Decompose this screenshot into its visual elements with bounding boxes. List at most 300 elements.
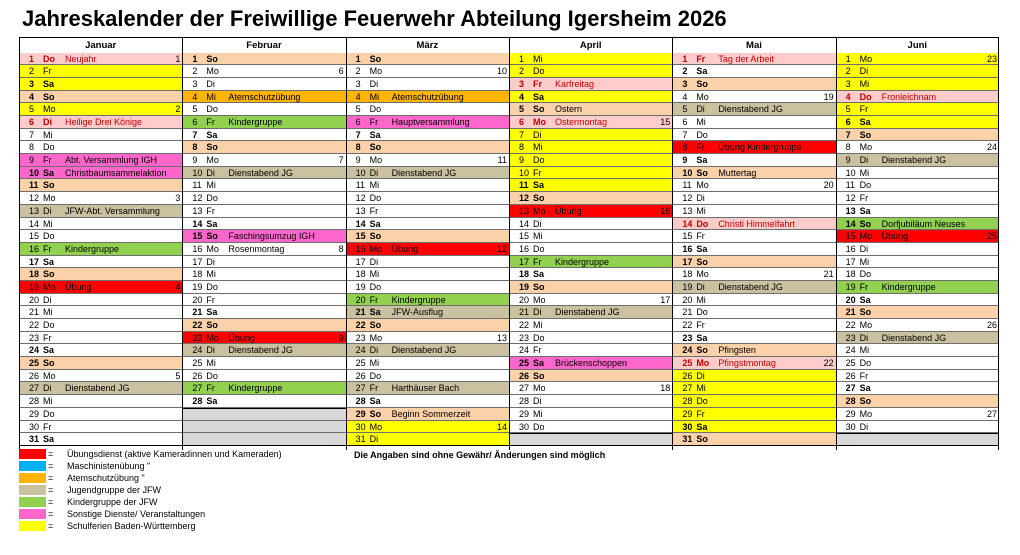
day-row (346, 103, 509, 116)
day-number: 26 (29, 370, 40, 381)
day-row (509, 243, 672, 256)
weekday: Fr (369, 205, 379, 216)
weekday: So (532, 370, 545, 381)
weekday: Do (206, 193, 218, 204)
day-number: 26 (845, 370, 856, 381)
weekday: Do (532, 155, 545, 166)
day-number: 27 (355, 383, 366, 394)
grid-line (182, 37, 183, 450)
weekday: Mo (859, 53, 873, 64)
event-text: Übung (228, 332, 255, 343)
day-row (672, 306, 835, 319)
event-text: Dienstabend JG (881, 332, 947, 343)
day-row (672, 382, 835, 395)
grid-line (998, 37, 999, 450)
day-row (19, 103, 182, 116)
day-number: 3 (29, 78, 35, 89)
weekday: Mi (43, 396, 53, 407)
day-number: 30 (518, 421, 529, 432)
event-text: Übung (65, 281, 92, 292)
day-row (346, 78, 509, 91)
weekday: Di (696, 193, 705, 204)
day-number: 7 (682, 129, 688, 140)
day-row (346, 230, 509, 243)
weekday: Mi (696, 117, 706, 128)
day-row (19, 65, 182, 78)
day-row (182, 167, 345, 180)
day-row (672, 421, 835, 434)
day-row (509, 281, 672, 294)
day-number: 12 (682, 193, 693, 204)
day-row (672, 319, 835, 332)
weekday: Sa (859, 294, 871, 305)
weekday: Do (859, 180, 872, 191)
weekday: Do (859, 91, 872, 102)
day-row (182, 332, 345, 345)
day-number: 20 (192, 294, 203, 305)
day-row (19, 433, 182, 446)
day-row (836, 129, 999, 142)
day-number: 29 (29, 408, 40, 419)
day-number: 1 (29, 53, 35, 64)
weekday: So (206, 231, 218, 242)
day-number: 7 (29, 129, 35, 140)
week-number: 21 (823, 269, 834, 280)
day-number: 18 (845, 269, 856, 280)
event-text: Dienstabend JG (65, 383, 130, 394)
weekday: Sa (859, 117, 871, 128)
day-number: 18 (192, 269, 203, 280)
weekday: Mo (369, 243, 383, 254)
event-text: Dienstabend JG (228, 345, 293, 356)
weekday: Fr (206, 383, 215, 394)
weekday: Do (696, 307, 708, 318)
day-row (182, 154, 345, 167)
week-number: 12 (496, 243, 507, 254)
weekday: Di (532, 396, 542, 407)
weekday: Do (532, 332, 545, 343)
weekday: Di (369, 167, 379, 178)
day-row (182, 256, 345, 269)
day-row (509, 192, 672, 205)
day-row (836, 294, 999, 307)
day-number: 14 (29, 218, 40, 229)
day-row (836, 91, 999, 104)
day-row (836, 179, 999, 192)
day-row (346, 344, 509, 357)
day-row (509, 78, 672, 91)
day-number: 13 (355, 205, 366, 216)
weekday: Di (532, 129, 542, 140)
day-number: 22 (845, 320, 856, 331)
day-row (672, 256, 835, 269)
empty-row (182, 421, 345, 434)
week-number: 9 (338, 332, 344, 343)
month-header: Januar (19, 37, 182, 53)
legend-swatch (19, 473, 46, 483)
day-row (182, 281, 345, 294)
weekday: Di (859, 155, 869, 166)
day-number: 13 (845, 205, 856, 216)
day-number: 6 (29, 117, 35, 128)
day-number: 16 (518, 243, 529, 254)
weekday: Fr (532, 78, 542, 89)
day-number: 15 (29, 231, 40, 242)
weekday: Di (859, 243, 869, 254)
week-number: 3 (175, 193, 181, 204)
day-row (182, 179, 345, 192)
weekday: Do (696, 129, 708, 140)
weekday: So (206, 142, 218, 153)
day-row (19, 370, 182, 383)
weekday: Mi (43, 129, 53, 140)
weekday: Mi (696, 294, 706, 305)
weekday: Mi (859, 256, 870, 267)
day-row (182, 382, 345, 395)
weekday: Mi (206, 269, 216, 280)
day-number: 16 (355, 243, 366, 254)
weekday: Do (206, 370, 218, 381)
day-number: 22 (355, 320, 366, 331)
day-number: 28 (682, 396, 693, 407)
legend-label: Übungsdienst (aktive Kameradinnen und Kameraden) (67, 449, 282, 459)
day-row (19, 332, 182, 345)
weekday: Fr (532, 167, 542, 178)
event-text: JFW-Ausflug (391, 307, 444, 318)
day-number: 18 (29, 269, 40, 280)
legend-swatch (19, 497, 46, 507)
weekday: Mo (369, 66, 383, 77)
weekday: Mo (859, 320, 873, 331)
event-text: Dienstabend JG (391, 345, 457, 356)
day-number: 27 (518, 383, 529, 394)
day-row (836, 192, 999, 205)
day-row (19, 205, 182, 218)
event-text: Übung (554, 205, 582, 216)
month-column-1 (19, 37, 182, 450)
day-number: 17 (29, 256, 40, 267)
day-row (19, 421, 182, 434)
day-number: 7 (355, 129, 361, 140)
weekday: Sa (43, 167, 55, 178)
day-number: 21 (192, 307, 203, 318)
day-number: 19 (192, 281, 203, 292)
day-number: 5 (518, 104, 524, 115)
day-row (836, 167, 999, 180)
day-row (509, 294, 672, 307)
weekday: So (859, 218, 872, 229)
weekday: Sa (696, 66, 708, 77)
day-row (182, 230, 345, 243)
day-row (346, 357, 509, 370)
event-text: Dienstabend JG (881, 155, 947, 166)
day-row (19, 306, 182, 319)
event-text: Fronleichnam (881, 91, 937, 102)
weekday: So (532, 193, 545, 204)
weekday: Fr (43, 332, 52, 343)
day-row (509, 154, 672, 167)
day-row (672, 281, 835, 294)
weekday: So (859, 129, 872, 140)
day-row (346, 91, 509, 104)
weekday: Do (859, 269, 872, 280)
day-row (836, 205, 999, 218)
day-number: 28 (29, 396, 40, 407)
event-text: Brückenschoppen (554, 358, 628, 369)
day-number: 1 (845, 53, 851, 64)
day-row (346, 256, 509, 269)
week-number: 24 (986, 142, 997, 153)
day-row (19, 344, 182, 357)
calendar-grid (19, 37, 999, 450)
day-number: 22 (682, 320, 693, 331)
event-text: Ostern (554, 104, 582, 115)
weekday: Do (369, 104, 382, 115)
day-row (509, 230, 672, 243)
day-row (346, 179, 509, 192)
weekday: Mi (532, 408, 543, 419)
weekday: Sa (532, 269, 544, 280)
day-number: 30 (355, 421, 366, 432)
day-number: 4 (355, 91, 361, 102)
weekday: Di (369, 434, 379, 445)
day-number: 24 (355, 345, 366, 356)
weekday: Mi (369, 358, 380, 369)
day-number: 1 (355, 53, 361, 64)
month-column-4 (509, 37, 672, 450)
weekday: Fr (369, 294, 379, 305)
day-row (19, 230, 182, 243)
day-number: 3 (192, 78, 198, 89)
weekday: Mo (532, 294, 546, 305)
weekday: Do (43, 142, 55, 153)
day-row (836, 256, 999, 269)
week-number: 25 (986, 231, 997, 242)
day-row (182, 205, 345, 218)
legend-equals: = (48, 497, 54, 507)
day-row (346, 319, 509, 332)
day-number: 9 (845, 155, 851, 166)
day-number: 27 (192, 383, 203, 394)
day-number: 3 (682, 78, 688, 89)
weekday: Fr (859, 104, 869, 115)
event-text: Dorfjubiläum Neuses (881, 218, 966, 229)
day-number: 25 (29, 358, 40, 369)
day-row (509, 306, 672, 319)
day-row (836, 103, 999, 116)
weekday: Sa (43, 256, 55, 267)
week-number: 18 (660, 383, 671, 394)
day-row (672, 332, 835, 345)
day-number: 5 (845, 104, 851, 115)
day-number: 10 (192, 167, 203, 178)
day-row (182, 306, 345, 319)
day-number: 5 (355, 104, 361, 115)
day-number: 11 (845, 180, 855, 191)
weekday: Fr (206, 205, 215, 216)
day-row (672, 116, 835, 129)
day-number: 27 (29, 383, 40, 394)
day-number: 21 (29, 307, 40, 318)
day-row (509, 382, 672, 395)
weekday: Fr (696, 320, 705, 331)
day-row (182, 344, 345, 357)
day-row (509, 395, 672, 408)
day-row (346, 205, 509, 218)
weekday: Sa (369, 307, 381, 318)
weekday: Fr (43, 243, 52, 254)
day-row (672, 141, 835, 154)
day-row (19, 129, 182, 142)
month-header: Juni (836, 37, 999, 53)
weekday: Fr (43, 421, 52, 432)
event-text: Dienstabend JG (718, 281, 783, 292)
weekday: Mi (532, 142, 543, 153)
day-row (836, 65, 999, 78)
day-number: 31 (355, 434, 366, 445)
day-number: 28 (518, 396, 529, 407)
weekday: Sa (532, 358, 544, 369)
weekday: Do (532, 66, 545, 77)
weekday: Mo (43, 281, 56, 292)
day-number: 27 (845, 383, 856, 394)
day-row (19, 256, 182, 269)
day-row (182, 319, 345, 332)
weekday: So (369, 231, 382, 242)
weekday: Sa (532, 180, 544, 191)
day-row (672, 91, 835, 104)
day-row (19, 382, 182, 395)
day-number: 10 (355, 167, 366, 178)
day-row (509, 205, 672, 218)
weekday: Sa (532, 91, 544, 102)
weekday: Di (859, 421, 869, 432)
weekday: Di (369, 78, 379, 89)
event-text: Dienstabend JG (554, 307, 620, 318)
weekday: Mo (859, 142, 873, 153)
day-number: 30 (682, 421, 693, 432)
event-text: Dienstabend JG (718, 104, 783, 115)
day-number: 11 (518, 180, 529, 191)
event-text: Kindergruppe (554, 256, 610, 267)
day-row (346, 306, 509, 319)
day-number: 16 (192, 243, 203, 254)
month-header: Mai (672, 37, 835, 53)
day-number: 8 (192, 142, 198, 153)
weekday: Do (532, 421, 545, 432)
weekday: Do (206, 104, 218, 115)
week-number: 13 (496, 332, 507, 343)
day-number: 30 (845, 421, 856, 432)
day-number: 20 (845, 294, 856, 305)
day-row (836, 78, 999, 91)
day-number: 8 (29, 142, 35, 153)
day-row (19, 53, 182, 66)
day-row (182, 395, 345, 408)
day-row (346, 116, 509, 129)
day-row (19, 268, 182, 281)
day-row (182, 78, 345, 91)
weekday: Sa (206, 396, 218, 407)
day-row (672, 205, 835, 218)
event-text: Rosenmontag (228, 243, 285, 254)
event-text: Karfreitag (554, 78, 595, 89)
week-number: 7 (338, 155, 344, 166)
event-text: Atemschutzübung (228, 91, 301, 102)
weekday: Di (206, 256, 215, 267)
weekday: Mo (532, 117, 546, 128)
day-number: 29 (845, 408, 856, 419)
weekday: Do (369, 370, 382, 381)
day-number: 19 (682, 281, 693, 292)
day-row (346, 243, 509, 256)
event-text: Kindergruppe (65, 243, 120, 254)
day-number: 9 (29, 155, 35, 166)
weekday: Do (859, 358, 872, 369)
day-number: 21 (682, 307, 693, 318)
day-number: 22 (29, 320, 40, 331)
day-row (509, 268, 672, 281)
weekday: Sa (43, 345, 55, 356)
day-number: 4 (518, 91, 524, 102)
weekday: Di (206, 167, 215, 178)
weekday: So (369, 53, 382, 64)
day-row (836, 116, 999, 129)
day-number: 2 (192, 66, 198, 77)
weekday: So (43, 269, 55, 280)
day-row (672, 179, 835, 192)
day-number: 13 (192, 205, 203, 216)
weekday: Mo (532, 205, 546, 216)
day-row (836, 218, 999, 231)
day-number: 10 (682, 167, 693, 178)
page-title: Jahreskalender der Freiwillige Feuerwehr Abteilung Igersheim 2026 (22, 6, 727, 31)
legend-equals: = (48, 449, 54, 459)
legend-label: Kindergruppe der JFW (67, 497, 158, 507)
grid-line (672, 37, 673, 450)
day-number: 11 (355, 180, 365, 191)
day-number: 15 (192, 231, 203, 242)
weekday: Mo (369, 155, 383, 166)
event-text: Kindergruppe (228, 117, 283, 128)
day-number: 24 (518, 345, 529, 356)
weekday: Sa (859, 383, 871, 394)
empty-row (182, 408, 345, 421)
week-number: 23 (986, 53, 997, 64)
day-row (672, 268, 835, 281)
weekday: Sa (369, 218, 381, 229)
day-row (509, 103, 672, 116)
day-row (836, 357, 999, 370)
day-row (509, 344, 672, 357)
day-number: 9 (192, 155, 198, 166)
empty-row (836, 433, 999, 446)
day-row (836, 332, 999, 345)
day-row (836, 306, 999, 319)
day-number: 16 (845, 243, 856, 254)
weekday: Do (43, 408, 55, 419)
day-number: 7 (192, 129, 198, 140)
month-header: Februar (182, 37, 345, 53)
day-row (182, 103, 345, 116)
weekday: Fr (43, 66, 52, 77)
month-column-5 (672, 37, 835, 450)
weekday: Do (369, 193, 382, 204)
day-row (182, 294, 345, 307)
weekday: Di (696, 370, 705, 381)
day-row (19, 78, 182, 91)
day-number: 12 (29, 193, 40, 204)
